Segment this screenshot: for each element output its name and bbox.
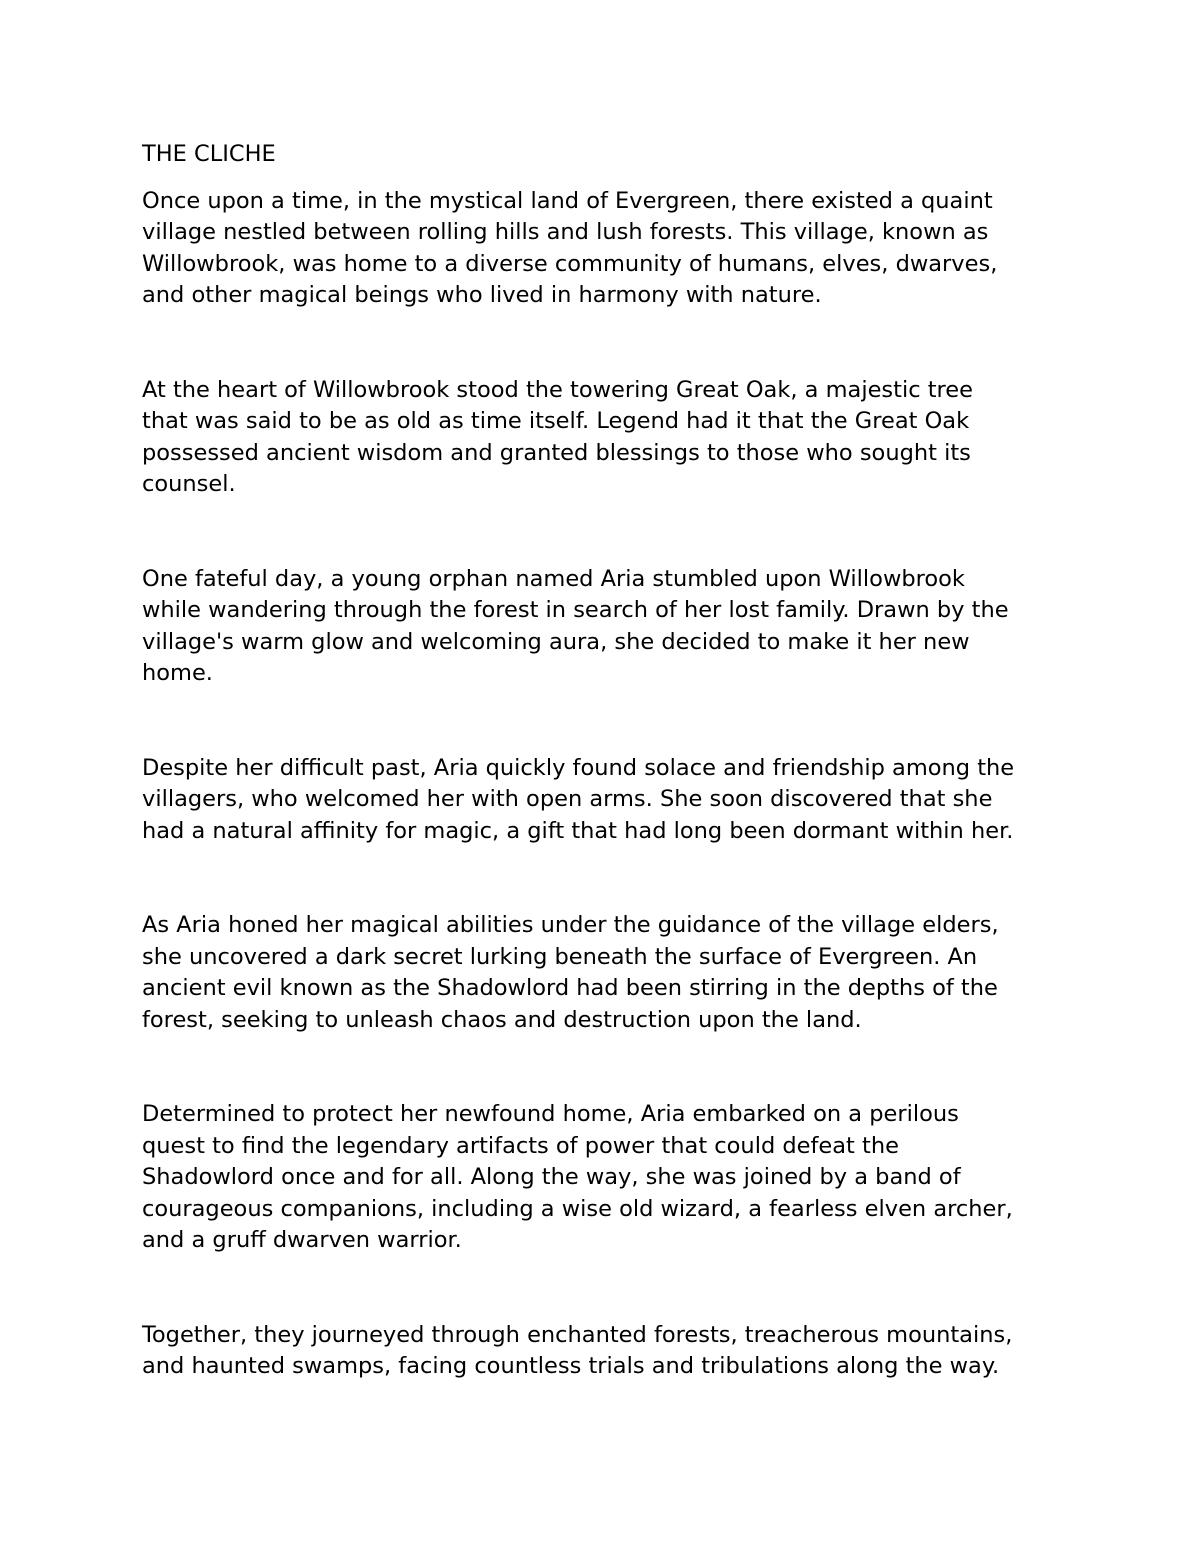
text-line: that was said to be as old as time itself. Legend had it that the Great Oak <box>142 408 970 434</box>
text-line: she uncovered a dark secret lurking beneath the surface of Evergreen. An <box>142 943 978 970</box>
text-line: Despite her difficult past, Aria quickly found solace and friendship among the <box>142 754 1015 781</box>
paragraph <box>142 753 1072 848</box>
text-line: had a natural affinity for magic, a gift that had long been dormant within her. <box>142 817 1014 844</box>
text-line: As Aria honed her magical abilities under the guidance of the village elders, <box>142 912 999 938</box>
text-line: ancient evil known as the Shadowlord had been stirring in the depths of the <box>142 975 998 1001</box>
paragraph <box>142 910 1072 1036</box>
text-line: Shadowlord once and for all. Along the way, she was joined by a band of <box>142 1164 961 1190</box>
text-line: Once upon a time, in the mystical land of Evergreen, there existed a quaint <box>142 187 993 214</box>
text-line: village nestled between rolling hills and lush forests. This village, known as <box>142 219 989 245</box>
text-line: quest to find the legendary artifacts of power that could defeat the <box>142 1132 899 1159</box>
text-line: possessed ancient wisdom and granted blessings to those who sought its <box>142 439 971 466</box>
paragraph <box>142 375 1072 501</box>
text-line: forest, seeking to unleash chaos and destruction upon the land. <box>142 1006 862 1033</box>
text-line: and haunted swamps, facing countless trials and tribulations along the way. <box>142 1353 1000 1379</box>
text-line: villagers, who welcomed her with open arms. She soon discovered that she <box>142 786 993 812</box>
text-line: Together, they journeyed through enchanted forests, treacherous mountains, <box>142 1321 1013 1348</box>
paragraph <box>142 186 1072 312</box>
paragraph <box>142 1099 1072 1257</box>
text-line: home. <box>142 660 213 686</box>
text-line: courageous companions, including a wise old wizard, a fearless elven archer, <box>142 1195 1013 1222</box>
text-line: At the heart of Willowbrook stood the towering Great Oak, a majestic tree <box>142 376 973 403</box>
text-line: One fateful day, a young orphan named Aria stumbled upon Willowbrook <box>142 565 965 592</box>
text-line: village's warm glow and welcoming aura, she decided to make it her new <box>142 628 970 655</box>
paragraph <box>142 1320 1072 1383</box>
text-line: counsel. <box>142 471 236 497</box>
document-body <box>142 139 1072 1383</box>
document-title: THE CLICHE <box>142 141 276 167</box>
text-line: and a gruff dwarven warrior. <box>142 1227 462 1253</box>
text-line: while wandering through the forest in search of her lost family. Drawn by the <box>142 597 1009 623</box>
text-line: Determined to protect her newfound home, Aria embarked on a perilous <box>142 1101 959 1127</box>
text-line: and other magical beings who lived in harmony with nature. <box>142 282 822 308</box>
text-line: Willowbrook, was home to a diverse community of humans, elves, dwarves, <box>142 250 998 277</box>
paragraph <box>142 564 1072 690</box>
